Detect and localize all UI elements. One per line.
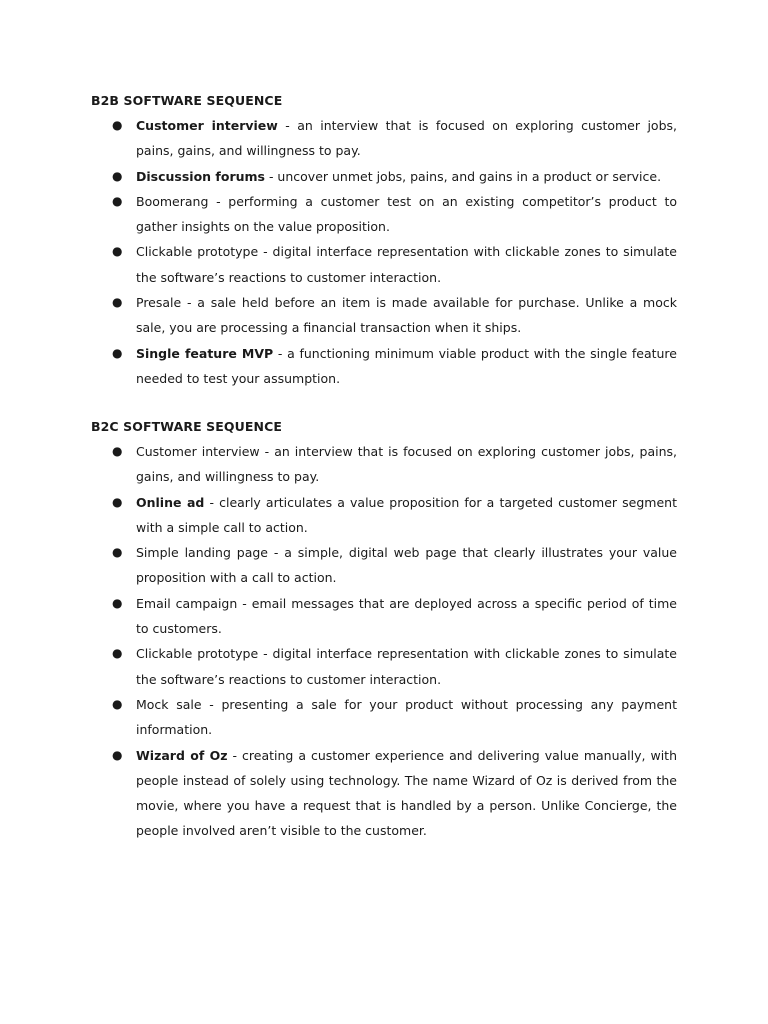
section-b2b <box>0 92 768 391</box>
section-heading: B2C SOFTWARE SEQUENCE <box>91 419 282 434</box>
item-term: Email campaign <box>136 595 238 611</box>
item-term: Wizard of Oz <box>136 747 228 763</box>
bullet-list <box>0 113 768 391</box>
item-description: - digital interface representation with clickable zones to simulate the software’s reactions to customer interaction. <box>136 646 677 687</box>
item-description: - an interview that is focused on exploring customer jobs, pains, gains, and willingness to pay. <box>136 444 678 485</box>
item-description: - a functioning minimum viable product with the single feature needed to test your assumption. <box>136 345 677 386</box>
item-description: - uncover unmet jobs, pains, and gains in a product or service. <box>264 168 662 184</box>
item-description: - a simple, digital web page that clearly illustrates your value proposition with a call to action. <box>136 545 677 586</box>
bullet-icon: ● <box>112 444 123 458</box>
list-item <box>112 439 678 490</box>
list-item <box>112 164 677 189</box>
list-item <box>112 591 677 642</box>
item-term: Discussion forums <box>136 168 265 184</box>
list-item <box>112 641 677 692</box>
bullet-icon: ● <box>112 295 123 310</box>
bullet-icon: ● <box>112 118 123 132</box>
bullet-icon: ● <box>112 646 123 661</box>
list-item <box>112 540 677 591</box>
bullet-icon: ● <box>112 545 123 560</box>
item-description: - email messages that are deployed across a specific period of time to customers. <box>136 595 677 637</box>
bullet-icon: ● <box>112 595 123 610</box>
item-term: Clickable prototype <box>136 646 259 662</box>
item-term: Single feature MVP <box>136 345 274 361</box>
bullet-icon: ● <box>112 494 123 509</box>
bullet-icon: ● <box>112 747 123 762</box>
item-description: - digital interface representation with clickable zones to simulate the software’s reactions to customer interaction. <box>136 244 677 285</box>
list-item <box>112 341 677 392</box>
list-item <box>112 239 677 290</box>
item-description: - performing a customer test on an existing competitor’s product to gather insights on the value proposition. <box>136 193 677 235</box>
bullet-icon: ● <box>112 168 123 183</box>
item-term: Simple landing page <box>136 545 268 561</box>
bullet-icon: ● <box>112 696 123 711</box>
bullet-icon: ● <box>112 345 123 360</box>
bullet-icon: ● <box>112 244 123 259</box>
bullet-list <box>0 439 768 844</box>
item-term: Customer interview <box>136 118 278 133</box>
section-heading: B2B SOFTWARE SEQUENCE <box>91 93 283 108</box>
item-term: Clickable prototype <box>136 244 259 260</box>
item-term: Online ad <box>136 494 205 510</box>
list-item <box>112 290 677 341</box>
item-term: Customer interview <box>136 444 260 459</box>
item-description: - creating a customer experience and delivering value manually, with people instead of solely using technology. The name Wizard of Oz is derived from the movie, where you have a request that is handled by a person. Unlike Concierge, the people involved aren’t visible to the customer. <box>136 747 677 839</box>
list-item <box>112 743 677 844</box>
item-term: Boomerang <box>136 193 209 209</box>
list-item <box>112 113 677 164</box>
list-item <box>112 490 677 541</box>
bullet-icon: ● <box>112 193 123 208</box>
item-description: - a sale held before an item is made available for purchase. Unlike a mock sale, you are processing a financial transaction when it ships. <box>136 295 677 336</box>
item-description: - clearly articulates a value proposition for a targeted customer segment with a simple call to action. <box>136 494 677 535</box>
item-term: Presale <box>136 295 182 311</box>
list-item <box>112 692 677 743</box>
item-term: Mock sale <box>136 696 202 712</box>
item-description: - an interview that is focused on exploring customer jobs, pains, gains, and willingness to pay. <box>136 118 677 159</box>
section-b2c <box>0 418 768 844</box>
list-item <box>112 189 677 240</box>
item-description: - presenting a sale for your product without processing any payment information. <box>136 696 677 738</box>
